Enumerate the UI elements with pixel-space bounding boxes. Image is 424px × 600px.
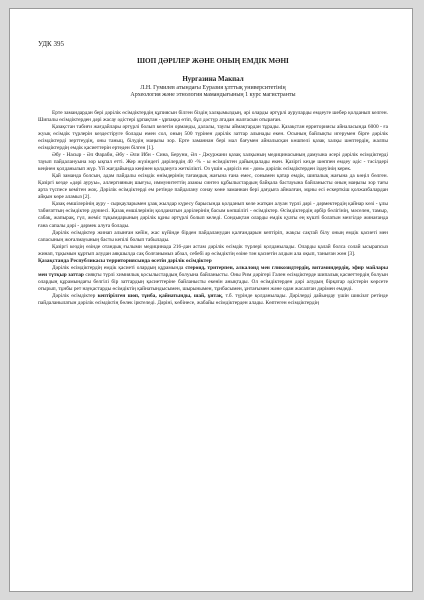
section-heading: Қазақстанда Республикасы территориясында өсетін дәрілік өсімдіктер [38, 257, 212, 264]
article-title: ШОП ДӘРІЛЕР ЖӘНЕ ОНЫҢ ЕМДІК МӘНІ [137, 57, 289, 65]
section-p1-lead: Дәрілік өсімдіктердің емдік қасиеті олардың құрамында [52, 264, 184, 271]
document-page [9, 8, 413, 592]
document-content [38, 40, 388, 307]
section-paragraph-1 [38, 265, 388, 293]
section-p1-rest: сияқты түрлі химиялық қосылыстардың болуына байланысты. Оны Рим дәрігері Гален өсімдіктерде шипалық қасиеттердің болуын олардың құрамындағы белгілі бір заттардың қасиеттеріне байланысты екенін анықтады. Ол өсімдіктерден дәрі алудың бірқатар әдістерін көрсете отырып, тұнбы рет науқастарды өсімдіктің қайнатындысымен, шырынымен, тұнбасымен, ұнтағымен және одан жасалған дәрімен емдеді. [38, 271, 388, 292]
section-p1-bold: стероид, тритерпен, алкалоид мен гликозидтердің, витаминдердің, эфир майлары мен түтқыр заттар [38, 264, 388, 278]
section-p2-lead: Дәрілік өсімдіктер [52, 293, 96, 299]
udk-code: УДК 395 [38, 40, 64, 48]
paragraph-4: Қай заманда болсын, адам пайдалы өсімдік өнімдерінің тағамдық жағына ғана емес, сонымен қатар емдік, шипалық жағына да көңіл бөлген. Қазіргі кезде «дәрі ауруы», аллергияның шығуы, иммунитеттің азаюы синтез құбылыстардың байқала бастауына байланысты оның маңызы зор тағы арта түспесе кемітен жоқ. Дәрілік өсімдіктерді ем ретінде пайдалану сонау көне заманнан бері дағдыға айналған, мұны есі ескерткіш қолжазбалардан айқын көре аламыз [2]. [38, 173, 388, 201]
section-p2-bold: кептірілген шөп, тұнба, қайнатынды, шай, ұнтақ [97, 293, 222, 299]
paragraph-5: Қазақ емшілерінің ауру - сырқауларымен ұзақ жылдар күресу барысында қолданып келе жатқан алуан түрлі дәрі - дәрмектердің қайнар көзі - ұлы табиғаттың өсімдіктер дүниесі. Қазақ емшілерінің қолданатын дәрілерінің басым көпшілігі - өсімдіктер. Өсімдіктердің әрбір бөлігінің, мәселен, тамыр, сабақ, жапырақ, гүл, жеміс тұқымдарының дәрілік құны әртүрлі болып келеді. Сондықтан оларды емдік қуаты ең күшті болатын мезгілде жинағанда ғана сапалы дәрі - дәрмек алуға болады. [38, 201, 388, 229]
affiliation: Л.Н. Гумилев атындағы Еуразия ұлттық университетінің [140, 84, 286, 91]
author-name: Нургазина Макпал [182, 75, 244, 83]
section-p2-rest: , т.б. түрінде қолданылады. Дәрілерді дайындау үшін шикізат ретінде пайдаланылатын дәрілік өсімдіктің бөлек ірктеледі. Дәріні, көбінесе, жабайы өсімдіктерден алады. Көптеген өсімдіктердің [38, 293, 388, 307]
paragraph-2: Қазақстан табиғи жағдайлары әртүрлі болып келетін орманды, далалы, таулы аймақтардан тұрады. Қазақстан ерриториясы айналасында 6000 - ға жуық өсімдік түрлерін кездестіруге болады емен сол, оның 500 түрінен дәрілік заттар алынады екен. Осының байлықты игерумен бірге дәрілік өсімдіктерді зерттеудің, оны таныц, білудің маңызы зор. Ерте заманнан бері мал бағумен айналысқан көшпелі қазақ халқы шөптердің, жалпы өсімдіктердің емдік қасиеттерін ертеден білген [1]. [38, 123, 388, 152]
paragraph-1: Ерте замандардан бері дәрілік өсімдіктердің құпиясын білген біздің халқымыздың, әрі оларды әртүрлі ауруларды емдеуге шебер қолданып келген. Шипалы өсімдіктерден дәрі жасау әдістері ұрпақтан - ұрпаққа өтіп, бұл дәстүр атадан жалғасын отыраған. [38, 109, 388, 123]
department: Археология және этнология мамандығының 1 курс магистранты [130, 92, 296, 99]
paragraph-6: Дәрілік өсімдіктер жинап алынған кейін, жас күйінде бірден пайдаланудан қалғандарын кептіріп, жақсы сақтай білу оның емдік қасиеті мен сапасының жоғалмауының басты кепілі болып табылады. [38, 229, 388, 243]
paragraph-7: Қазіргі кездің өзінде отандық ғылыми медицинада 216-дан астам дәрілік өсімдік түрлері қолданылады. Оларды қалай болса солай ысырапсыз жинап, тұқымын құртып алудан аяқшылда сақ болғанымыз абзал, себебі әр өсімдіктің өзіне тән қасиетін алдын ала оқып, таныған жөн [3]. [38, 243, 388, 257]
section-paragraph-2 [38, 293, 388, 307]
paragraph-3: Әбу - Насыр - Әл Фараби, Әбу - Әли Ибн - Сина, Беруни, Әл - Джуржани қазақ халқының медицинасының дамуына әсері дәрілік өсімдіктерді тауып пайдалануына зор ықпал етті. Жер жүзіндегі дәрілердің 40 -% - ы өсімдіктен дайындалады екен. Қазіргі кезде шөппен емдеу әдіс - тәсілдері кеңінен қолданылып жүр. Үй жағдайында кеңінен қолдануға жеткілікті. Оз үшін «дәрісіз ем - дом» дәрілік өсімдіктерден іздеуінің керек. [38, 152, 388, 173]
